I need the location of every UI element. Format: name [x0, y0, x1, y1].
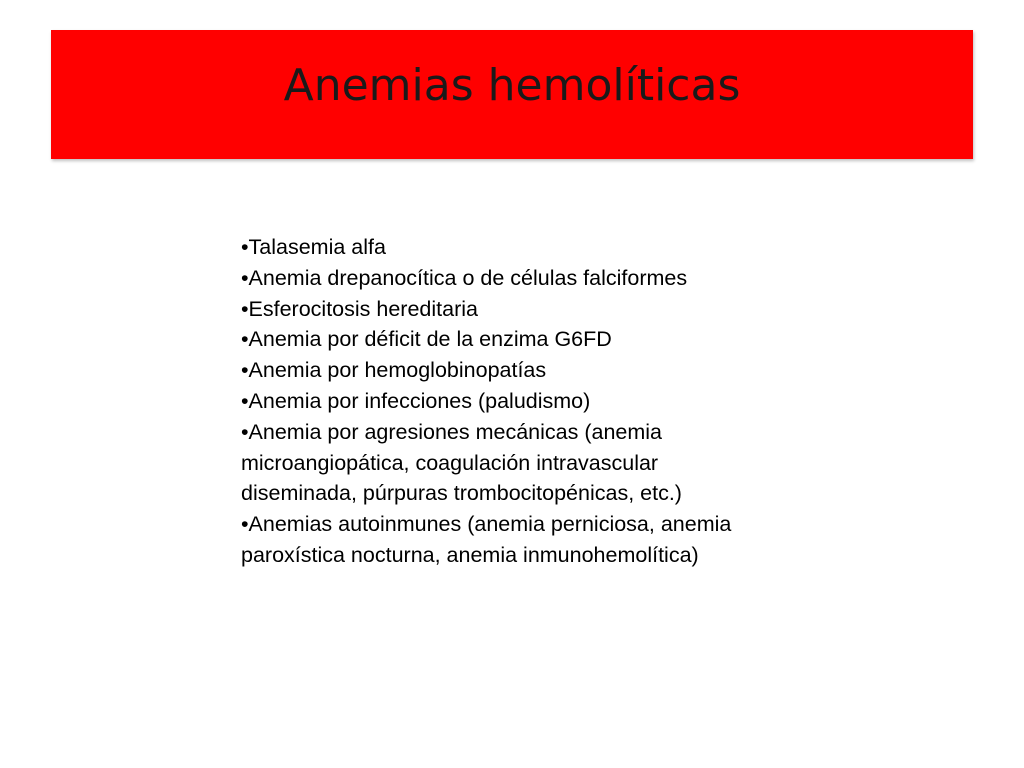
list-item: •Anemia por agresiones mecánicas (anemia microangiopática, coagulación intravascular diseminada, púrpuras trombocitopénicas, etc.): [241, 419, 682, 506]
list-item: •Anemia drepanocítica o de células falciformes: [241, 265, 688, 290]
slide-title: Anemias hemolíticas: [283, 60, 741, 111]
list-item: •Anemias autoinmunes (anemia perniciosa, anemia paroxística nocturna, anemia inmunohemolítica): [241, 512, 732, 567]
list-item: •Talasemia alfa: [241, 235, 386, 259]
title-bar: [51, 30, 973, 159]
bullet-list: [241, 232, 741, 571]
list-item: •Anemia por hemoglobinopatías: [241, 358, 547, 383]
list-item: •Anemia por déficit de la enzima G6FD: [241, 327, 612, 352]
list-item: •Esferocitosis hereditaria: [241, 296, 478, 321]
list-item: •Anemia por infecciones (paludismo): [241, 388, 591, 413]
